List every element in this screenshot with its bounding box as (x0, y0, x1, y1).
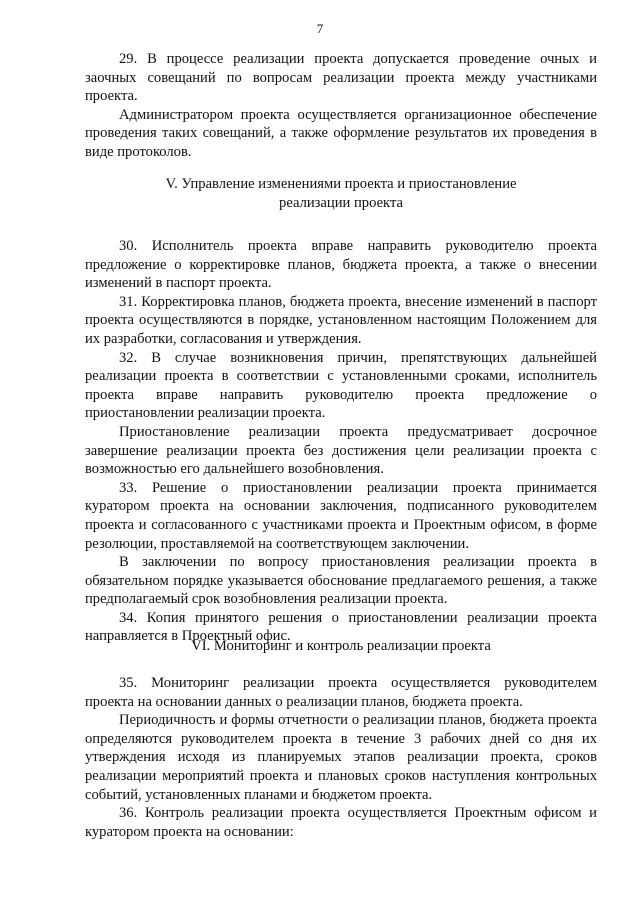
section-v-body (85, 237, 597, 646)
section-vi-heading-line1: VI. Мониторинг и контроль реализации проекта (191, 638, 491, 654)
paragraph-36: 36. Контроль реализации проекта осуществляется Проектным офисом и куратором проекта на основании: (85, 805, 597, 840)
section-v-heading (85, 175, 597, 212)
paragraph-29-admin: Администратором проекта осуществляется организационное обеспечение проведения таких совещаний, а также оформление результатов их проведения в виде протоколов. (85, 106, 597, 160)
paragraph-30: 30. Исполнитель проекта вправе направить руководителю проекта предложение о корректировке планов, бюджета проекта, а также о внесении изменений в паспорт проекта. (85, 238, 597, 292)
paragraph-32-suspension: Приостановление реализации проекта предусматривает досрочное завершение реализации проекта без достижения цели реализации проекта с возможностью его дальнейшего возобновления. (85, 423, 597, 478)
section-v-heading-line2: реализации проекта (279, 194, 403, 211)
paragraph-33-conclusion: В заключении по вопросу приостановления реализации проекта в обязательном порядке указывается обоснование предлагаемого решения, а также предполагаемый срок возобновления реализации проекта. (85, 554, 597, 608)
section-v-heading-line1: V. Управление изменениями проекта и приостановление (165, 176, 517, 192)
paragraph-29: 29. В процессе реализации проекта допускается проведение очных и заочных совещаний по вопросам реализации проекта между участниками проекта. (85, 51, 597, 105)
section-iv-tail (85, 50, 597, 162)
paragraph-35: 35. Мониторинг реализации проекта осуществляется руководителем проекта на основании данных о реализации планов, бюджета проекта. (85, 675, 597, 710)
page-number: 7 (316, 21, 324, 36)
section-vi-heading (85, 637, 597, 656)
section-vi-body (85, 674, 597, 841)
paragraph-34: 34. Копия принятого решения о приостановлении реализации проекта направляется в Проектный офис. (85, 609, 597, 645)
paragraph-31: 31. Корректировка планов, бюджета проекта, внесение изменений в паспорт проекта осуществляются в порядке, установленном настоящим Положением для их разработки, согласования и утверждения. (85, 293, 597, 347)
paragraph-33: 33. Решение о приостановлении реализации проекта принимается куратором проекта на основании заключения, подписанного руководителем проекта и согласованного с участниками проекта и Проектным офисом, в форме резолюции, проставляемой на соответствующем заключении. (85, 479, 597, 552)
paragraph-35-reporting: Периодичность и формы отчетности о реализации планов, бюджета проекта определяются руководителем проекта в течение 3 рабочих дней со дня их утверждения исходя из планируемых этапов реализации проекта, сроков реализации мероприятий проекта и плановых сроков наступления контрольных событий, установленных планами и бюджетом проекта. (85, 712, 597, 803)
paragraph-32: 32. В случае возникновения причин, препятствующих дальнейшей реализации проекта в соответствии с установленными сроками, исполнитель проекта вправе направить руководителю проекта предложение о приостановлении реализации проекта. (85, 349, 597, 422)
